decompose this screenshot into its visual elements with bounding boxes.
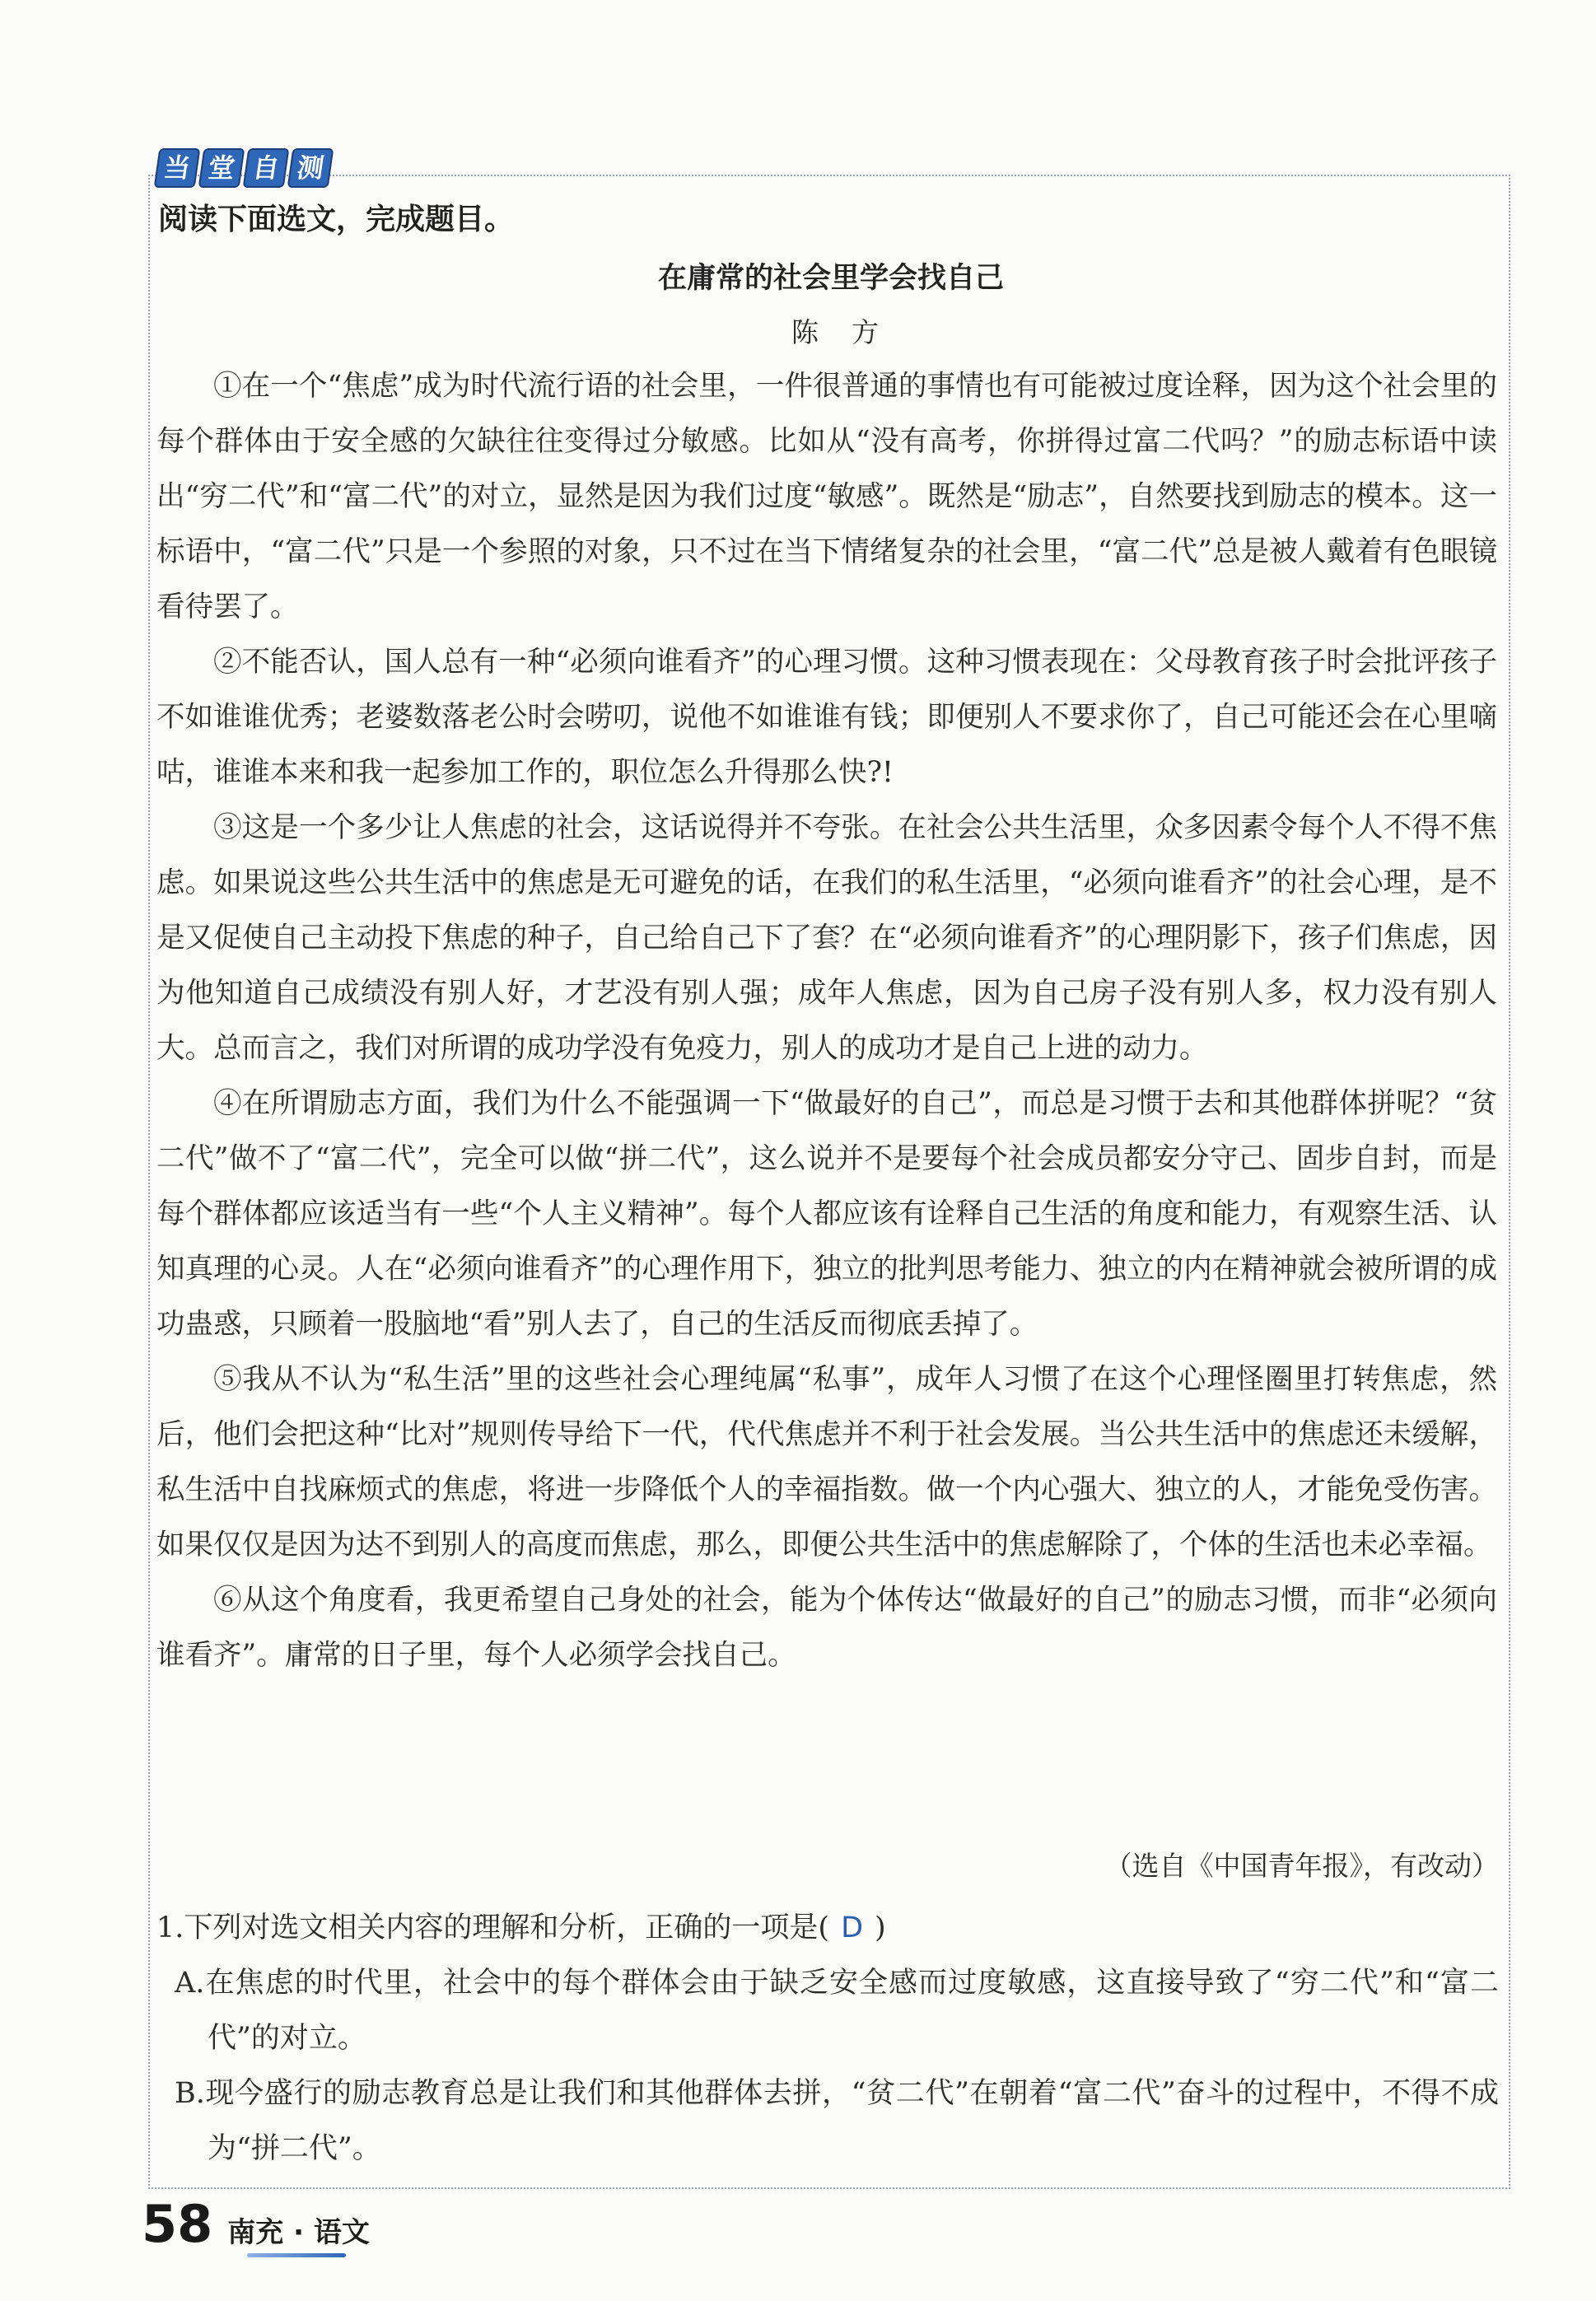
stem-prefix: 1.下列对选文相关内容的理解和分析，正确的一项是( xyxy=(156,1911,830,1944)
paragraph: ③这是一个多少让人焦虑的社会，这话说得并不夸张。在社会公共生活里，众多因素令每个人不得不焦虑。如果说这些公共生活中的焦虑是无可避免的话，在我们的私生活里，“必须向谁看齐”的社会心理，是不是又促使自己主动投下焦虑的种子，自己给自己下了套？在“必须向谁看齐”的心理阴影下，孩子们焦虑，因为他知道自己成绩没有别人好，才艺没有别人强；成年人焦虑，因为自己房子没有别人多，权力没有别人大。总而言之，我们对所谓的成功学没有免疫力，别人的成功才是自己上进的动力。 xyxy=(156,811,1497,1065)
page-label: 南充 · 语文 xyxy=(227,2216,370,2249)
article-author: 陈方 xyxy=(791,316,912,348)
section-badge xyxy=(156,148,331,188)
paragraph: ①在一个“焦虑”成为时代流行语的社会里，一件很普通的事情也有可能被过度诠释，因为这个社会里的每个群体由于安全感的欠缺往往变得过分敏感。比如从“没有高考，你拼得过富二代吗？”的励志标语中读出“穷二代”和“富二代”的对立，显然是因为我们过度“敏感”。既然是“励志”，自然要找到励志的模本。这一标语中，“富二代”只是一个参照的对象，只不过在当下情绪复杂的社会里，“富二代”总是被人戴着有色眼镜看待罢了。 xyxy=(156,370,1497,623)
answer-mark: D xyxy=(841,1911,864,1944)
option-a: A.在焦虑的时代里，社会中的每个群体会由于缺乏安全感而过度敏感，这直接导致了“穷二代”和“富二代”的对立。 xyxy=(175,1967,1499,2055)
paragraph: ④在所谓励志方面，我们为什么不能强调一下“做最好的自己”，而总是习惯于去和其他群体拼呢？“贫二代”做不了“富二代”，完全可以做“拼二代”，这么说并不是要每个社会成员都安分守己、固步自封，而是每个群体都应该适当有一些“个人主义精神”。每个人都应该有诠释自己生活的角度和能力，有观察生活、认知真理的心灵。人在“必须向谁看齐”的心理作用下，独立的批判思考能力、独立的内在精神就会被所谓的成功蛊惑，只顾着一股脑地“看”别人去了，自己的生活反而彻底丢掉了。 xyxy=(156,1087,1497,1341)
footer-decoration xyxy=(247,2253,346,2257)
article-title: 在庸常的社会里学会找自己 xyxy=(657,262,1004,295)
badge-char: 测 xyxy=(287,148,334,188)
paragraph: ⑤我从不认为“私生活”里的这些社会心理纯属“私事”，成年人习惯了在这个心理怪圈里打转焦虑，然后，他们会把这种“比对”规则传导给下一代，代代焦虑并不利于社会发展。当公共生活中的焦虑还未缓解，私生活中自找麻烦式的焦虑，将进一步降低个人的幸福指数。做一个内心强大、独立的人，才能免受伤害。如果仅仅是因为达不到别人的高度而焦虑，那么，即便公共生活中的焦虑解除了，个体的生活也未必幸福。 xyxy=(156,1363,1497,1561)
paragraph: ②不能否认，国人总有一种“必须向谁看齐”的心理习惯。这种习惯表现在：父母教育孩子时会批评孩子不如谁谁优秀；老婆数落老公时会唠叨，说他不如谁谁有钱；即便别人不要求你了，自己可能还会在心里嘀咕，谁谁本来和我一起参加工作的，职位怎么升得那么快?! xyxy=(156,646,1497,789)
badge-char: 当 xyxy=(154,148,201,188)
article-source: （选自《中国青年报》，有改动） xyxy=(1104,1850,1499,1882)
badge-char: 自 xyxy=(243,148,290,188)
article-body xyxy=(156,359,1497,1683)
instruction-text: 阅读下面选文，完成题目。 xyxy=(158,203,515,236)
stem-suffix: ) xyxy=(875,1911,886,1944)
question-1 xyxy=(156,1901,1499,2177)
badge-char: 堂 xyxy=(198,148,245,188)
page-number: 58 xyxy=(142,2194,213,2254)
option-b: B.现今盛行的励志教育总是让我们和其他群体去拼，“贫二代”在朝着“富二代”奋斗的过程中，不得不成为“拼二代”。 xyxy=(175,2077,1499,2165)
paragraph: ⑥从这个角度看，我更希望自己身处的社会，能为个体传达“做最好的自己”的励志习惯，而非“必须向谁看齐”。庸常的日子里，每个人必须学会找自己。 xyxy=(156,1584,1497,1672)
question-stem xyxy=(156,1901,1499,1956)
page-footer xyxy=(142,2194,370,2254)
